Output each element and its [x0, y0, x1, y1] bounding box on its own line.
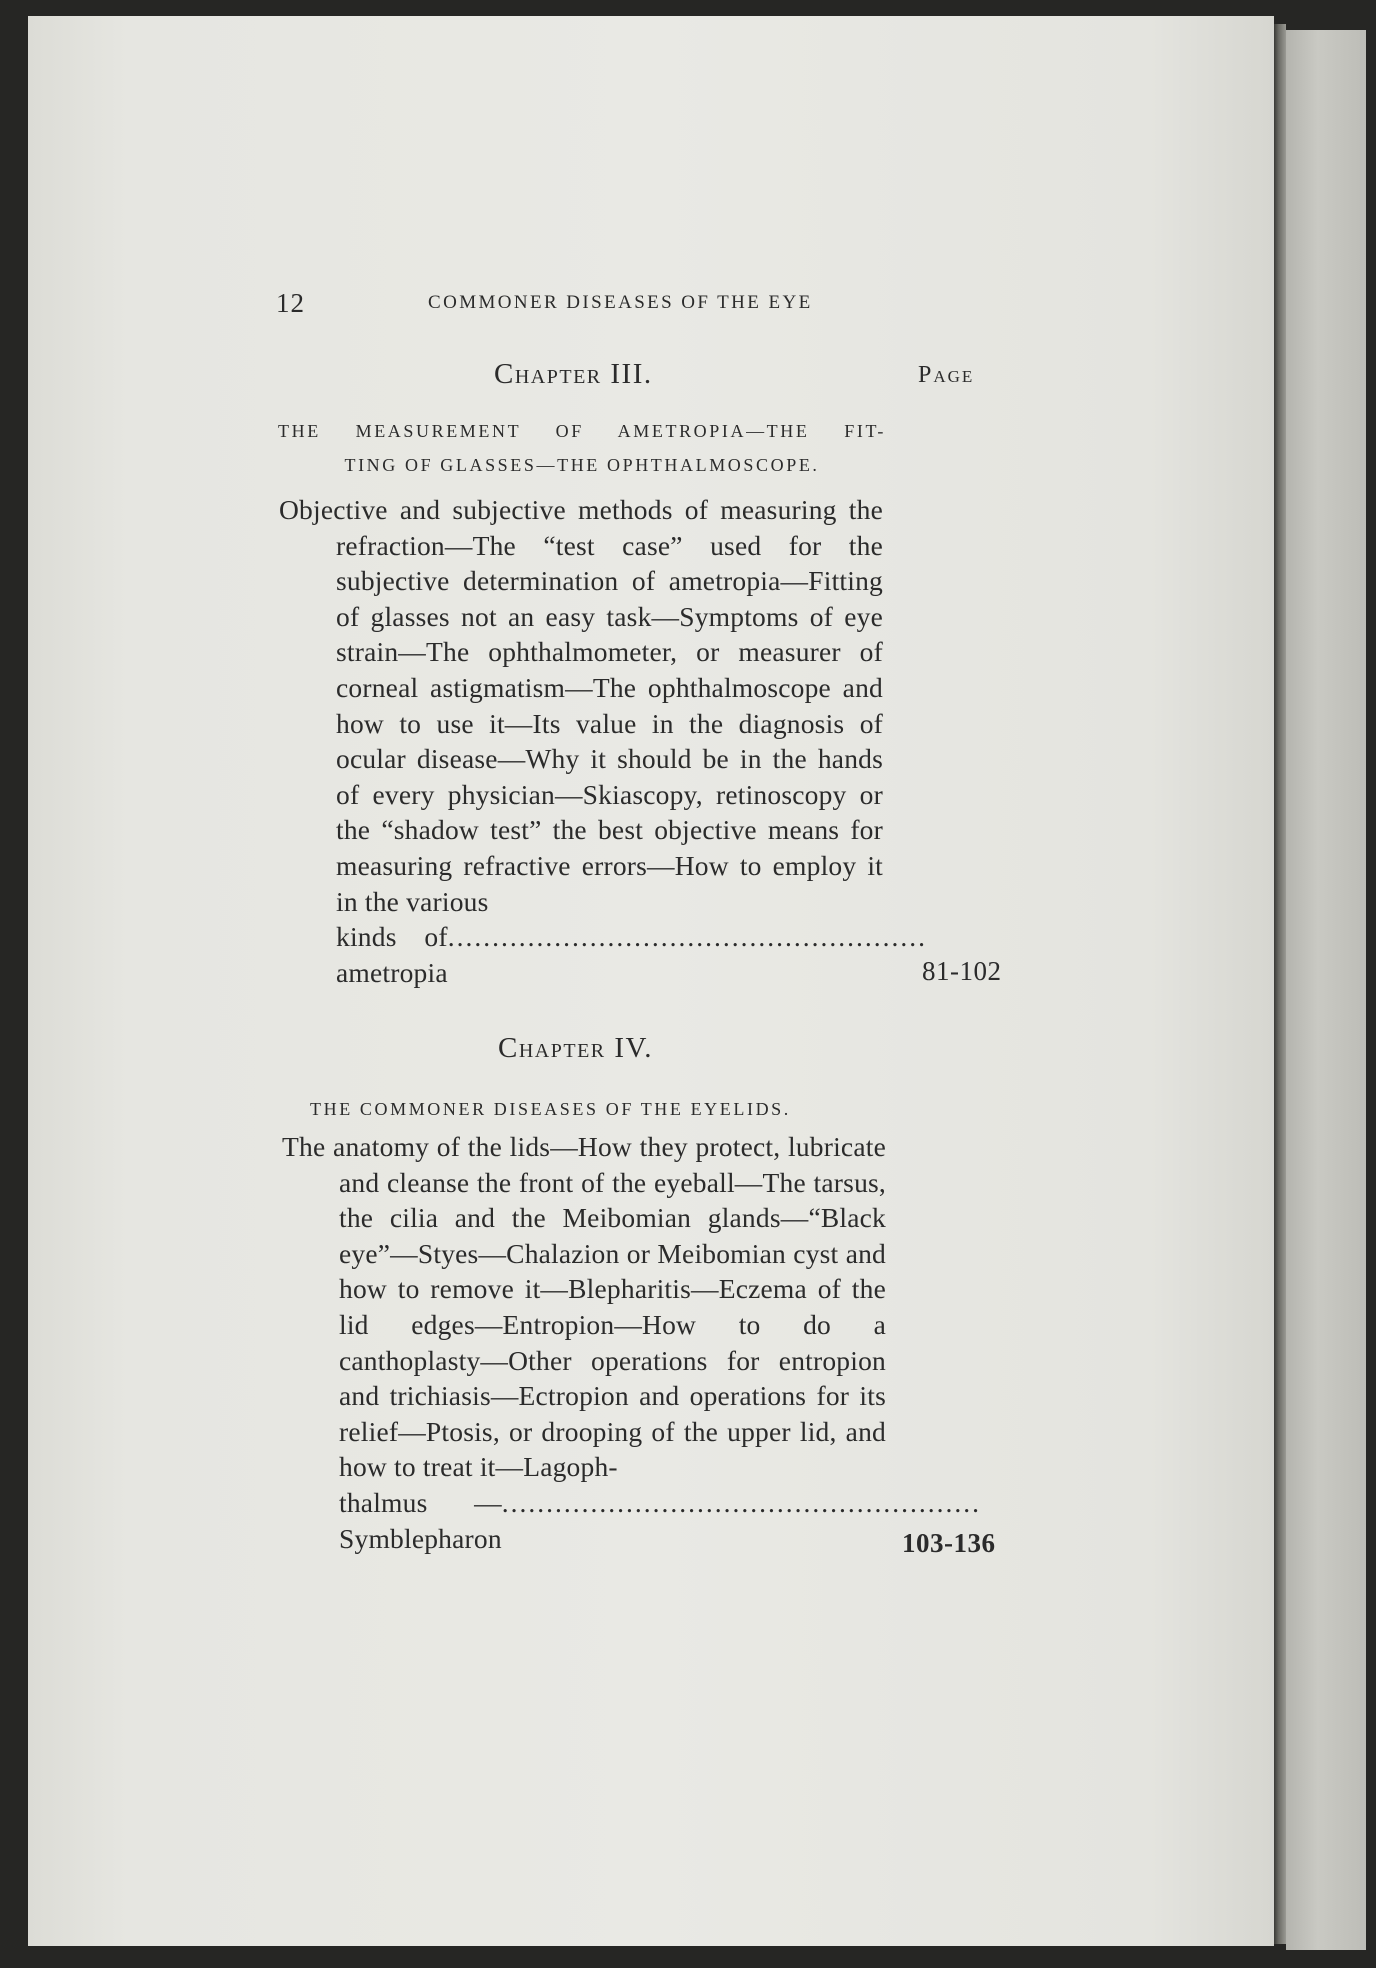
chapter-title [278, 414, 886, 482]
dot-leader: ...................................................... [447, 921, 927, 953]
chapter-title-line: TING OF GLASSES—THE OPHTHALMOSCOPE. [344, 455, 820, 475]
page-column-label: Page [918, 362, 975, 388]
chapter-synopsis [279, 492, 927, 990]
synopsis-text: The anatomy of the lids—How they protect, lubricate and cleanse the front of the eyeball—The tarsus, the cilia and the Meibomian glands—“Black eye”—Styes—Chalazion or Meibomian cyst and how to remove it—Blepharitis—Eczema of the lid edges—Entropion—How to do a canthoplasty—Other operations for entropion and trichiasis—Ectropion and operations for its relief—Ptosis, or drooping of the upper lid, and how to treat it—Lagoph- [282, 1131, 886, 1483]
page-range: 81-102 [922, 956, 1002, 986]
chapter-title-line: THE MEASUREMENT OF AMETROPIA—THE FIT- [278, 421, 886, 441]
chapter-title-line: THE COMMONER DISEASES OF THE EYELIDS. [310, 1099, 791, 1119]
synopsis-last-line [336, 919, 927, 990]
chapter-heading: Chapter III. [494, 358, 653, 390]
chapter-heading: Chapter IV. [498, 1032, 653, 1064]
synopsis-last-words: kinds of ametropia [336, 921, 448, 988]
running-head: COMMONER DISEASES OF THE EYE [428, 292, 813, 313]
chapter-title [310, 1092, 850, 1126]
synopsis-text: Objective and subjective methods of measuring the refraction—The “test case” used for the subjective determination of ametropia—Fitting of glasses not an easy task—Symptoms of eye strain—The ophthalmometer, or measurer of corneal astigmatism—The ophthalmoscope and how to use it—Its value in the diagnosis of ocular disease—Why it should be in the hands of every physician—Skiascopy, retinoscopy or the “shadow test” the best objective means for measuring refractive errors—How to employ it in the various [279, 494, 883, 917]
page-range: 103-136 [902, 1528, 996, 1558]
dot-leader: ...................................................... [501, 1486, 982, 1518]
synopsis-last-words: thalmus — Symblepharon [339, 1486, 502, 1554]
page-number: 12 [276, 288, 305, 318]
